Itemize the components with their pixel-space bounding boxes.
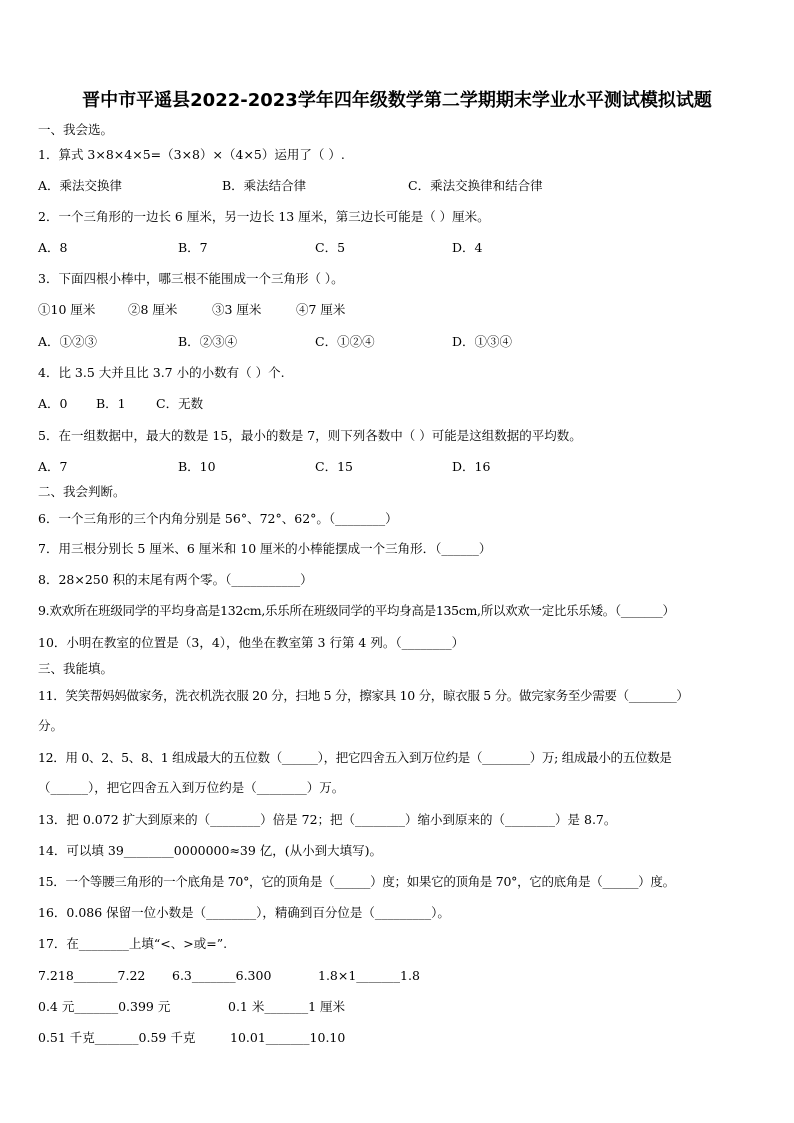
question-7: 7．用三根分别长 5 厘米、6 厘米和 10 厘米的小棒能摆成一个三角形．（______）: [38, 541, 492, 556]
q5-option-b: B．10: [178, 459, 216, 474]
q3-stick-3: ③3 厘米: [212, 302, 262, 317]
q1-option-b: B．乘法结合律: [222, 178, 307, 193]
q2-option-b: B．7: [178, 240, 208, 255]
question-15: 15．一个等腰三角形的一个底角是 70°，它的顶角是（______）度；如果它的顶角是 70°，它的底角是（______）度。: [38, 874, 675, 889]
q3-stick-1: ①10 厘米: [38, 302, 96, 317]
question-14: 14．可以填 39________0000000≈39 亿，(从小到大填写)。: [38, 843, 383, 858]
question-2-stem: 2．一个三角形的一边长 6 厘米，另一边长 13 厘米，第三边长可能是（ ）厘米。: [38, 209, 490, 224]
q5-option-c: C．15: [315, 459, 353, 474]
q1-option-c: C．乘法交换律和结合律: [408, 178, 543, 193]
q2-option-c: C．5: [315, 240, 346, 255]
question-4-stem: 4．比 3.5 大并且比 3.7 小的小数有（ ）个.: [38, 365, 285, 380]
q2-option-d: D．4: [452, 240, 483, 255]
q17-compare-2: 6.3_______6.300: [172, 968, 272, 983]
page-title: 晋中市平遥县2022-2023学年四年级数学第二学期期末学业水平测试模拟试题: [82, 90, 712, 111]
question-13: 13．把 0.072 扩大到原来的（________）倍是 72；把（________）缩小到原来的（________）是 8.7。: [38, 812, 617, 827]
q3-stick-4: ④7 厘米: [296, 302, 346, 317]
question-16: 16．0.086 保留一位小数是（________），精确到百分位是（_________）。: [38, 905, 450, 920]
question-9: 9.欢欢所在班级同学的平均身高是132cm,乐乐所在班级同学的平均身高是135cm,所以欢欢一定比乐乐矮。（_______）: [38, 603, 675, 618]
question-10: 10．小明在教室的位置是（3，4），他坐在教室第 3 行第 4 列。（________）: [38, 635, 465, 650]
q1-option-a: A．乘法交换律: [38, 178, 123, 193]
question-1-stem: 1．算式 3×8×4×5=（3×8）×（4×5）运用了（ ）.: [38, 147, 345, 162]
q4-option-a: A．0: [38, 396, 68, 411]
section-heading-3: 三、我能填。: [38, 661, 114, 676]
q17-compare-1: 7.218_______7.22: [38, 968, 146, 983]
section-heading-1: 一、我会选。: [38, 122, 114, 137]
q5-option-d: D．16: [452, 459, 491, 474]
question-12-line-1: 12．用 0、2、5、8、1 组成最大的五位数（______），把它四舍五入到万位约是（________）万; 组成最小的五位数是: [38, 750, 672, 765]
q4-option-c: C．无数: [156, 396, 204, 411]
q3-option-d: D．①③④: [452, 334, 513, 349]
question-8: 8．28×250 积的末尾有两个零。（___________）: [38, 572, 313, 587]
q17-compare-7: 10.01_______10.10: [230, 1030, 346, 1045]
question-3-stem: 3．下面四根小棒中，哪三根不能围成一个三角形（ ）。: [38, 271, 344, 286]
q3-option-a: A．①②③: [38, 334, 98, 349]
question-11-line-2: 分。: [38, 718, 64, 733]
q2-option-a: A．8: [38, 240, 68, 255]
q3-option-c: C．①②④: [315, 334, 375, 349]
q17-compare-3: 1.8×1_______1.8: [318, 968, 420, 983]
question-5-stem: 5．在一组数据中，最大的数是 15，最小的数是 7，则下列各数中（ ）可能是这组数据的平均数。: [38, 428, 582, 443]
section-heading-2: 二、我会判断。: [38, 484, 126, 499]
question-6: 6．一个三角形的三个内角分别是 56°、72°、62°。（________）: [38, 511, 398, 526]
q3-option-b: B．②③④: [178, 334, 238, 349]
q17-compare-5: 0.1 米_______1 厘米: [228, 999, 346, 1014]
q17-compare-4: 0.4 元_______0.399 元: [38, 999, 171, 1014]
q17-compare-6: 0.51 千克_______0.59 千克: [38, 1030, 196, 1045]
q3-stick-2: ②8 厘米: [128, 302, 178, 317]
q4-option-b: B．1: [96, 396, 126, 411]
q5-option-a: A．7: [38, 459, 68, 474]
question-11-line-1: 11．笑笑帮妈妈做家务，洗衣机洗衣服 20 分，扫地 5 分，擦家具 10 分，晾衣服 5 分。做完家务至少需要（________）: [38, 688, 689, 703]
question-12-line-2: （______），把它四舍五入到万位约是（________）万。: [38, 780, 345, 795]
question-17-stem: 17．在________上填“<、>或=”.: [38, 936, 228, 951]
